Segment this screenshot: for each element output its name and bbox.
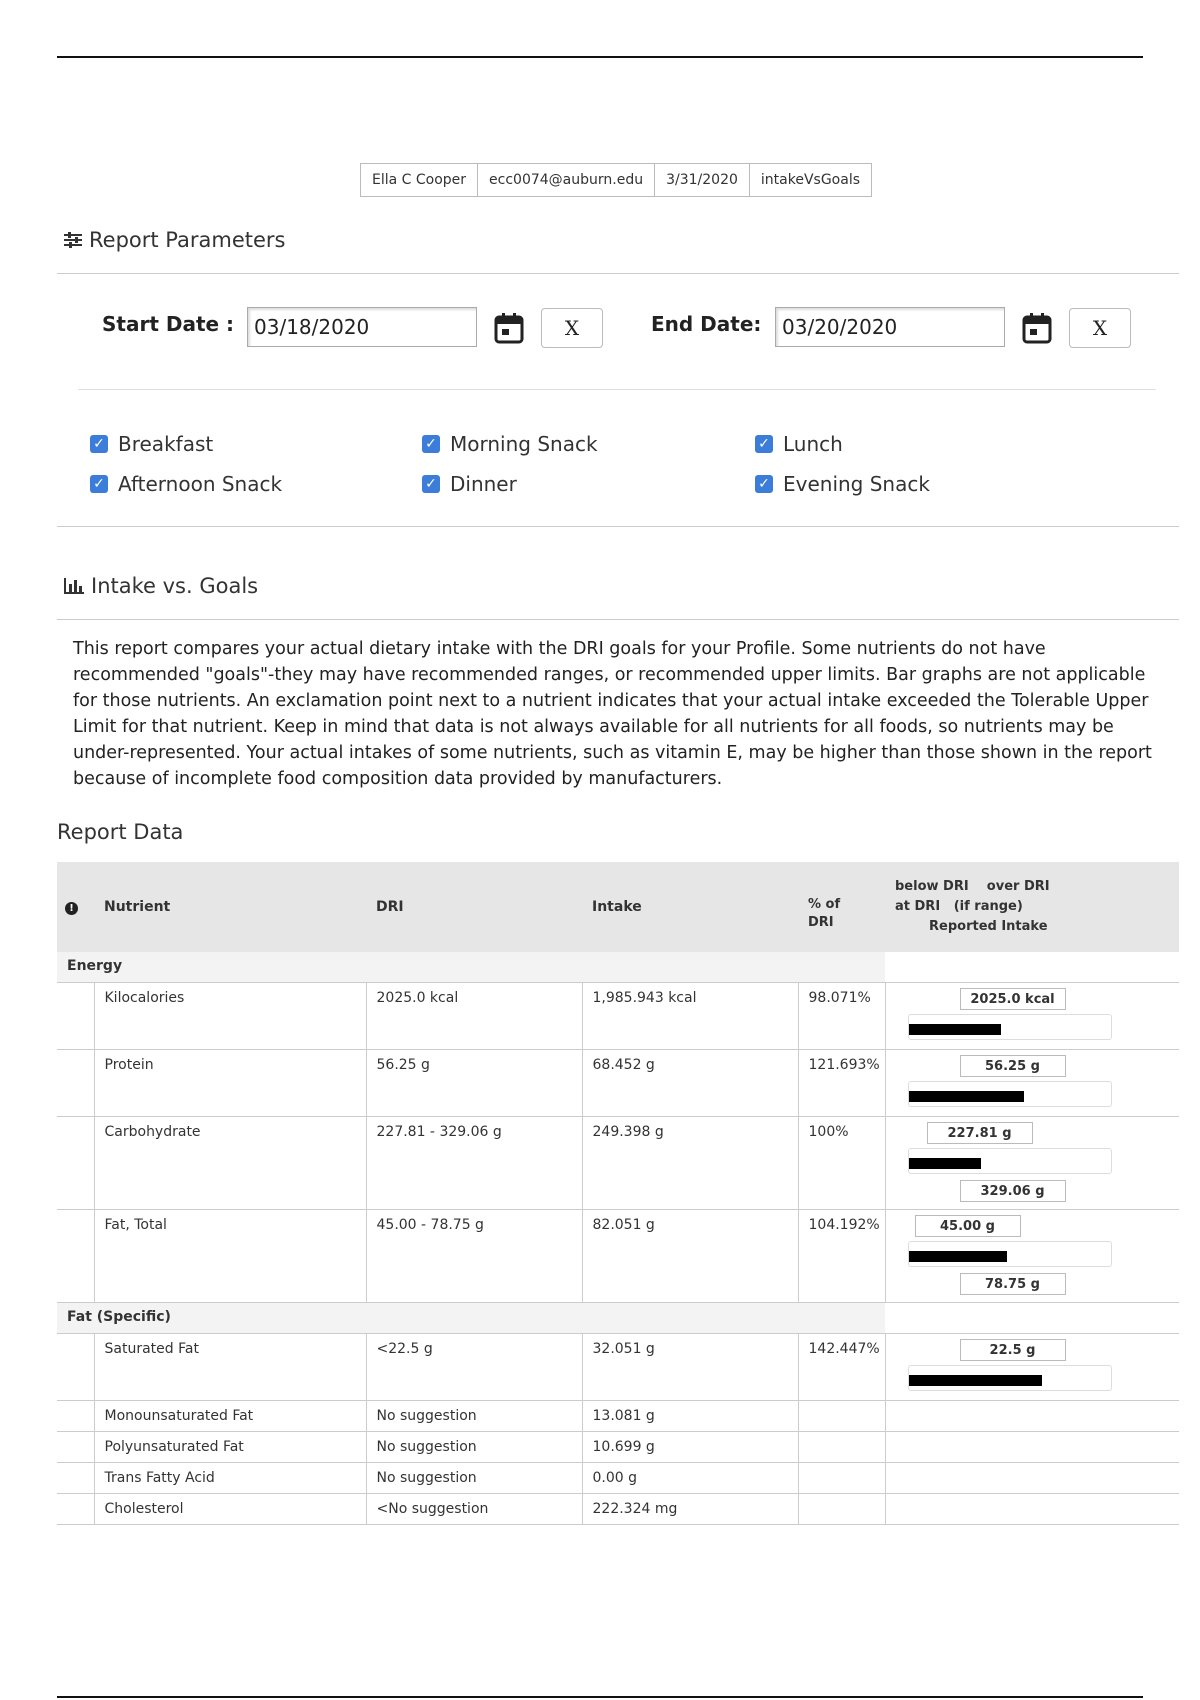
divider bbox=[57, 526, 1179, 527]
report-parameters-heading: Report Parameters bbox=[63, 228, 286, 252]
report-id: intakeVsGoals bbox=[760, 172, 861, 188]
checkmark-icon[interactable]: ✓ bbox=[90, 475, 108, 493]
start-date-input[interactable] bbox=[247, 307, 477, 347]
report-data-table bbox=[57, 862, 1179, 1525]
report-info-bar bbox=[360, 163, 872, 197]
intake-bar bbox=[909, 1091, 1024, 1102]
meal-checkbox-morning-snack[interactable]: ✓ Morning Snack bbox=[422, 432, 598, 456]
dri-low-box: 227.81 g bbox=[927, 1122, 1033, 1144]
sliders-icon bbox=[63, 231, 83, 249]
meal-checkbox-afternoon-snack[interactable]: ✓ Afternoon Snack bbox=[90, 472, 282, 496]
divider bbox=[57, 619, 1179, 620]
bar-track bbox=[908, 1014, 1112, 1040]
dri-high-box: 329.06 g bbox=[960, 1180, 1066, 1202]
checkmark-icon[interactable]: ✓ bbox=[422, 435, 440, 453]
table-row: Saturated Fat <22.5 g 32.051 g 142.447% 22.5 g bbox=[57, 1334, 1179, 1401]
intake-bar-cell bbox=[885, 1050, 1179, 1117]
intake-bar bbox=[909, 1251, 1008, 1262]
dri-high-box: 78.75 g bbox=[960, 1273, 1066, 1295]
dri-value-box: 56.25 g bbox=[960, 1055, 1066, 1077]
col-nutrient: Nutrient bbox=[94, 862, 366, 952]
col-bar-legend: below DRI over DRI at DRI (if range) Reported Intake bbox=[885, 862, 1179, 952]
report-description: This report compares your actual dietary intake with the DRI goals for your Profile. Some nutrients do not have recommended "goals"-they may have recommended ranges, or recommended upper limits. Bar graphs are not applicable for those nutrients. An exclamation point next to a nutrient indicates that your actual intake exceeded the Tolerable Upper Limit for that nutrient. Keep in mind that data is not always available for all nutrients for all foods, so nutrients may be under-represented. Your actual intakes of some nutrients, such as vitamin E, may be higher than those shown in the report because of incomplete food composition data provided by manufacturers. bbox=[73, 639, 1152, 789]
bar-track bbox=[908, 1365, 1112, 1391]
category-row-fat-specific: Fat (Specific) bbox=[57, 1303, 1179, 1334]
table-row: Carbohydrate 227.81 - 329.06 g 249.398 g 100% 227.81 g 329.06 g bbox=[57, 1117, 1179, 1210]
bar-chart-icon bbox=[63, 577, 85, 595]
dri-low-box: 45.00 g bbox=[915, 1215, 1021, 1237]
intake-bar bbox=[909, 1024, 1002, 1035]
bottom-rule bbox=[57, 1696, 1143, 1698]
checkmark-icon[interactable]: ✓ bbox=[755, 475, 773, 493]
meal-checkbox-lunch[interactable]: ✓ Lunch bbox=[755, 432, 843, 456]
col-pct-dri: % of DRI bbox=[798, 862, 885, 952]
dri-value-box: 22.5 g bbox=[960, 1339, 1066, 1361]
intake-bar-cell bbox=[885, 1210, 1179, 1303]
intake-bar-cell bbox=[885, 1334, 1179, 1401]
end-date-label: End Date: bbox=[651, 312, 762, 336]
dri-value-box: 2025.0 kcal bbox=[960, 988, 1066, 1010]
table-row: Monounsaturated Fat No suggestion 13.081 g bbox=[57, 1401, 1179, 1432]
clear-end-date-button[interactable]: X bbox=[1069, 308, 1131, 348]
table-row: Polyunsaturated Fat No suggestion 10.699 g bbox=[57, 1432, 1179, 1463]
clear-start-date-button[interactable]: X bbox=[541, 308, 603, 348]
start-date-label: Start Date : bbox=[102, 312, 235, 336]
calendar-icon[interactable] bbox=[1022, 312, 1052, 344]
top-rule bbox=[57, 56, 1143, 58]
intake-vs-goals-heading: Intake vs. Goals bbox=[63, 574, 258, 598]
checkmark-icon[interactable]: ✓ bbox=[422, 475, 440, 493]
user-email: ecc0074@auburn.edu bbox=[478, 164, 655, 196]
table-row: Fat, Total 45.00 - 78.75 g 82.051 g 104.192% 45.00 g 78.75 g bbox=[57, 1210, 1179, 1303]
category-row-energy: Energy bbox=[57, 952, 1179, 983]
user-name: Ella C Cooper bbox=[361, 164, 478, 196]
divider bbox=[57, 273, 1179, 274]
report-date: 3/31/2020 bbox=[655, 164, 750, 196]
checkmark-icon[interactable]: ✓ bbox=[90, 435, 108, 453]
bar-track bbox=[908, 1148, 1112, 1174]
meal-checkbox-breakfast[interactable]: ✓ Breakfast bbox=[90, 432, 213, 456]
intake-bar-cell bbox=[885, 983, 1179, 1050]
meal-checkbox-evening-snack[interactable]: ✓ Evening Snack bbox=[755, 472, 930, 496]
exclamation-icon: ! bbox=[57, 862, 94, 952]
divider bbox=[78, 389, 1156, 390]
table-row: Cholesterol <No suggestion 222.324 mg bbox=[57, 1494, 1179, 1525]
end-date-input[interactable] bbox=[775, 307, 1005, 347]
col-intake: Intake bbox=[582, 862, 798, 952]
calendar-icon[interactable] bbox=[494, 312, 524, 344]
checkmark-icon[interactable]: ✓ bbox=[755, 435, 773, 453]
bar-track bbox=[908, 1241, 1112, 1267]
intake-bar bbox=[909, 1375, 1042, 1386]
col-dri: DRI bbox=[366, 862, 582, 952]
table-row: Kilocalories 2025.0 kcal 1,985.943 kcal 98.071% 2025.0 kcal bbox=[57, 983, 1179, 1050]
table-header-row bbox=[57, 862, 1179, 952]
bar-track bbox=[908, 1081, 1112, 1107]
table-row: Protein 56.25 g 68.452 g 121.693% 56.25 g bbox=[57, 1050, 1179, 1117]
intake-bar bbox=[909, 1158, 982, 1169]
report-data-heading: Report Data bbox=[57, 820, 184, 844]
table-row: Trans Fatty Acid No suggestion 0.00 g bbox=[57, 1463, 1179, 1494]
intake-bar-cell bbox=[885, 1117, 1179, 1210]
meal-checkbox-dinner[interactable]: ✓ Dinner bbox=[422, 472, 517, 496]
